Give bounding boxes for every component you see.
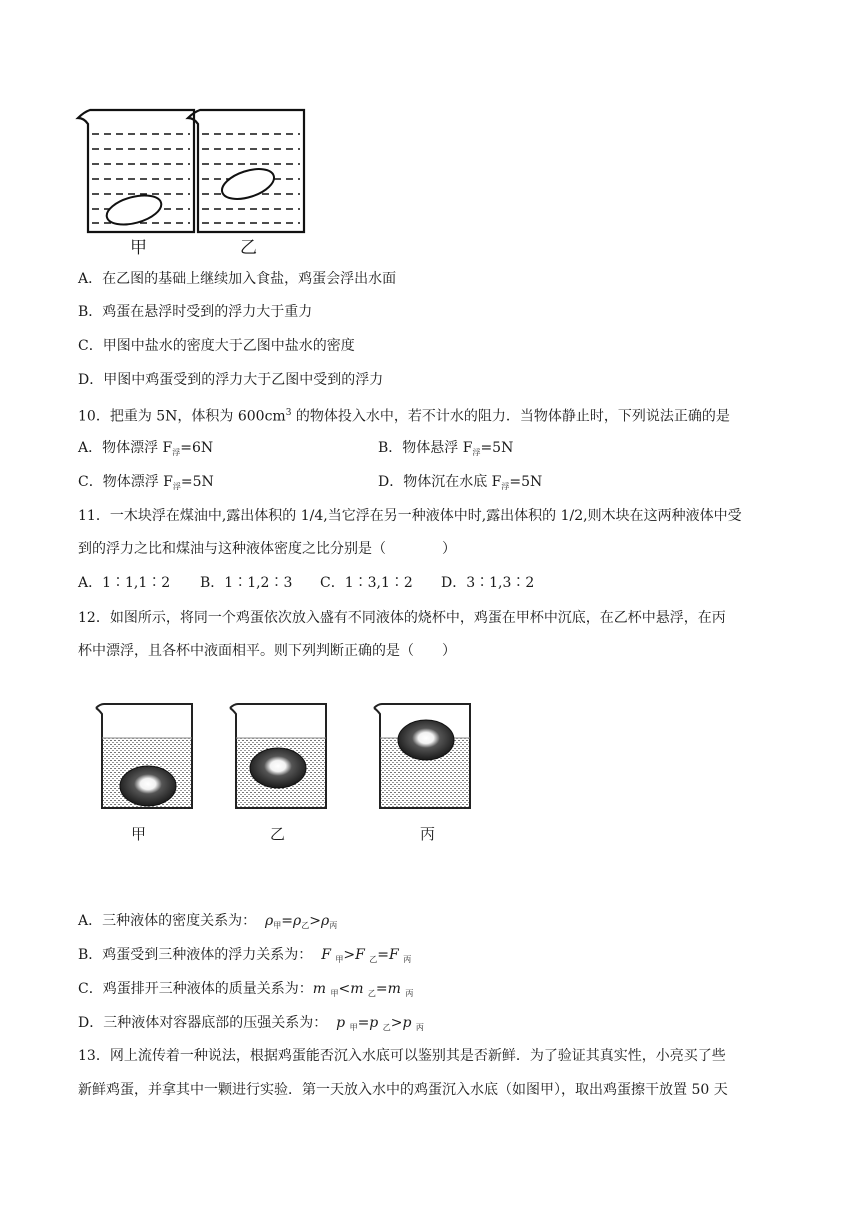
caption-2-jia: 甲 — [131, 825, 147, 843]
beaker-2-bing — [374, 704, 470, 808]
q10-option-a: A．物体漂浮 $F_浮=6N$ — [78, 440, 214, 457]
caption-2-bing: 丙 — [420, 825, 436, 843]
q11-stem-line1: 11．一木块浮在煤油中,露出体积的 1/4,当它浮在另一种液体中时,露出体积的 1/2,则木块在这两种液体中受 — [78, 508, 742, 524]
q9-option-b: B．鸡蛋在悬浮时受到的浮力大于重力 — [78, 304, 313, 320]
figure-beakers-2 — [90, 700, 480, 820]
q12-stem-line2: 杯中漂浮，且各杯中液面相平。则下列判断正确的是（ ） — [78, 643, 456, 659]
q12-stem-line1: 12．如图所示，将同一个鸡蛋依次放入盛有不同液体的烧杯中，鸡蛋在甲杯中沉底，在乙杯中悬浮，在丙 — [78, 610, 726, 626]
beaker-2-jia — [96, 704, 192, 808]
q10-option-b: B．物体悬浮 $F_浮=5N$ — [378, 440, 514, 457]
caption-yi: 乙 — [240, 238, 257, 258]
q10-option-c: C．物体漂浮 $F_浮=5N$ — [78, 474, 214, 491]
egg-2-yi — [250, 748, 306, 788]
q12-option-c: C．鸡蛋排开三种液体的质量关系为：m $_甲$<m $_乙$=m $_丙$ — [78, 981, 414, 998]
egg-2-jia — [120, 766, 176, 806]
q11-option-c: C．1∶3,1∶2 — [320, 575, 413, 591]
q10-option-d: D．物体沉在水底 $F_浮=5N$ — [378, 474, 543, 491]
caption-2-yi: 乙 — [270, 825, 286, 843]
caption-jia: 甲 — [130, 238, 147, 258]
q9-option-c: C．甲图中盐水的密度大于乙图中盐水的密度 — [78, 338, 355, 354]
egg-jia — [104, 190, 165, 230]
q11-option-b: B．1∶1,2∶3 — [200, 575, 293, 591]
q11-option-a: A．1∶1,1∶2 — [78, 575, 171, 591]
q13-stem-line1: 13．网上流传着一种说法，根据鸡蛋能否沉入水底可以鉴别其是否新鲜．为了验证其真实性，小亮买了些 — [78, 1048, 726, 1064]
q13-stem-line2: 新鲜鸡蛋，并拿其中一颗进行实验．第一天放入水中的鸡蛋沉入水底（如图甲），取出鸡蛋擦干放置 50 天 — [78, 1082, 728, 1098]
q12-option-b: B．鸡蛋受到三种液体的浮力关系为： F $_甲$>F $_乙$=F $_丙$ — [78, 947, 412, 964]
q12-option-d: D．三种液体对容器底部的压强关系为： p $_甲$=p $_乙$>p $_丙$ — [78, 1015, 424, 1032]
beaker-2-yi — [230, 704, 326, 808]
q11-option-d: D．3∶1,3∶2 — [441, 575, 535, 591]
q9-option-a: A．在乙图的基础上继续加入食盐，鸡蛋会浮出水面 — [78, 271, 397, 287]
figure-beakers-1 — [70, 104, 310, 264]
egg-2-bing — [398, 720, 454, 760]
q9-option-d: D．甲图中鸡蛋受到的浮力大于乙图中受到的浮力 — [78, 372, 384, 388]
egg-yi — [218, 163, 277, 204]
q11-stem-line2: 到的浮力之比和煤油与这种液体密度之比分别是（ ） — [78, 541, 456, 557]
q10-stem: 10．把重为 5N，体积为 $600cm^3$ 的物体投入水中，若不计水的阻力．当物体静止时，下列说法正确的是 — [78, 408, 730, 425]
q12-option-a: A．三种液体的密度关系为： $\rho_甲=\rho_乙>\rho_丙$ — [78, 913, 338, 930]
